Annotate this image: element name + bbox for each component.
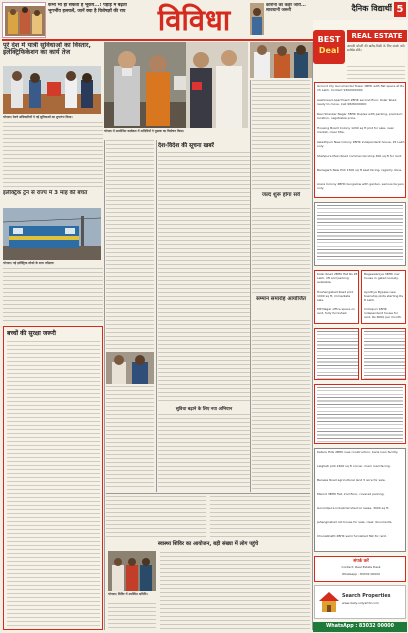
bottom-center-text-c	[160, 552, 310, 630]
bottom-listing-2: Lalghati plot 2400 sq ft corner, main road facing.	[317, 465, 391, 468]
masthead-teaser-box	[2, 2, 46, 38]
center-story-body-2	[158, 414, 250, 490]
col4-head-2: जल्द शुरू होगा सर्वे	[261, 192, 300, 198]
bottom-center-text-a	[106, 496, 206, 538]
paper-name: दैनिक विद्यार्थी	[351, 4, 392, 13]
center-story-subhead: सुविधा बढ़ाने के लिए नया अभियान	[175, 407, 233, 412]
contact-phone-note: Whatsapp : 83032 00000	[341, 573, 381, 576]
lead-body-text	[3, 122, 103, 188]
boxed-story-headline: बच्चों की सुरक्षा जरूरी	[7, 330, 56, 337]
footer-brand: Search Properties	[342, 594, 391, 599]
column-rule-2	[156, 140, 157, 492]
mid-listing-6: Indrapuri 1BHK independent house for rent, Rs 6000 per month.	[364, 308, 402, 319]
bottom-listing-7: Chunabhatti 2BHK semi furnished flat for rent.	[317, 535, 387, 538]
bottom-center-photo	[108, 551, 156, 591]
mid-listing-4: Bagsewaniya 3BHK row house in gated society.	[364, 273, 400, 280]
masthead-teaser-2: कोरोना का कहर जारी... सावधानी जरूरी	[266, 3, 306, 14]
col4-head-3: सम्मान समारोह आयोजित	[256, 296, 306, 302]
center-right-photo	[186, 42, 248, 128]
center-left-small-photo	[106, 352, 154, 384]
col4-text-2	[252, 208, 310, 294]
column-rule-3	[250, 80, 251, 492]
column-rule-4	[312, 42, 313, 630]
masthead-title: विविधा	[157, 3, 231, 37]
train-body-text	[3, 268, 103, 322]
best-deal-badge	[313, 30, 345, 64]
real-estate-intro-lines	[347, 66, 405, 80]
mid-listing-1: Kolar Road 2BHK flat Rs 28 Lakh, lift and parking available.	[317, 273, 358, 284]
col4-text-3	[252, 320, 310, 490]
listing-box-2	[314, 202, 406, 266]
train-photo	[3, 208, 101, 260]
bottom-listing-5: Govindpura industrial shed on lease, 3000 sq ft.	[317, 507, 390, 510]
real-estate-contact	[314, 556, 406, 582]
real-estate-intro: आपकी प्रॉपर्टी की खरीद-बिक्री के लिए संपर्क करें। सर्वश्रेष्ठ सौदे।	[347, 44, 405, 53]
masthead-teaser: कभी भी हो सकता है भूकंप...! पहाड़ में बढ़ता भूगर्भीय हलचलें, जानें क्या है विशेषज्ञों की राय	[48, 3, 127, 14]
mid-listing-5: Ayodhya Bypass new township plots starting Rs 8 Lakh.	[364, 291, 404, 302]
listing-box-4	[314, 448, 406, 552]
best-deal-line2: Deal	[318, 46, 340, 55]
col-photo-right	[250, 42, 312, 78]
listing-4: Housing Board Colony 1200 sq ft plot for sale, near market, clear title.	[317, 127, 394, 134]
center-photo-caption: भोपाल में आयोजित कार्यक्रम में अतिथियों ने पुस्तक का विमोचन किया।	[104, 129, 185, 133]
lead-caption: भोपाल। रेलवे अधिकारियों ने नई सुविधाओं का शुभारंभ किया।	[3, 115, 73, 119]
mid-listing-3: MP Nagar office space on rent, fully furnished.	[317, 308, 356, 315]
bottom-listing-4: Misrod 3BHK flat, 2nd floor, covered parking.	[317, 493, 385, 496]
listing-box-3-text	[317, 387, 403, 443]
bottom-listing-1: Katara Hills 2BHK new construction, bank loan facility.	[317, 451, 399, 454]
real-estate-section	[313, 20, 407, 632]
best-deal-line1: BEST	[317, 35, 341, 44]
bottom-divider	[106, 493, 310, 494]
listing-3: Ravi Shankar Nagar 3BHK Duplex with parking, premium location, negotiable price.	[317, 113, 403, 120]
masthead-mini-photo	[250, 3, 264, 35]
boxed-story	[3, 326, 103, 630]
listing-grid	[314, 270, 406, 380]
listing-grid-cell-d-text	[364, 331, 405, 379]
center-left-column-text-2	[106, 386, 154, 490]
listing-grid-cell-a	[314, 270, 359, 324]
listing-2: Aashirwad Apartment 2BHK second floor, Kolar Road, ready to move. Call 9826000000	[317, 99, 398, 106]
listing-7: Bairagarh New Plot 1500 sq ft east facing, registry done.	[317, 169, 403, 172]
listing-grid-cell-c-text	[317, 331, 358, 379]
center-story-headline: देश-विदेश की सूचना खबरें	[158, 143, 214, 149]
page-number-badge: 5	[394, 2, 406, 17]
real-estate-footer	[314, 585, 406, 619]
listing-box-3	[314, 384, 406, 444]
whatsapp-bar	[313, 622, 407, 632]
bottom-center-text-d	[108, 603, 156, 630]
listing-grid-cell-c	[314, 328, 359, 380]
column-rule-1	[104, 140, 105, 630]
bottom-listing-3: Berasia Road agricultural land 5 acre for sale.	[317, 479, 386, 482]
col4-text-1	[252, 80, 310, 190]
listing-6: Shahpura Main Road commercial shop 400 sq ft for rent.	[317, 155, 402, 158]
bottom-listing-6: Jahangirabad old house for sale, clear documents.	[317, 521, 393, 524]
bottom-photo-caption: भोपाल। शिविर में उपस्थित अतिथि।	[108, 592, 148, 596]
contact-line: Contact: Real Estate Desk	[341, 566, 381, 569]
listing-grid-cell-d	[361, 328, 406, 380]
train-caption: भोपाल। नई इलेक्ट्रिक लोको के साथ परीक्षण।	[3, 261, 55, 265]
bottom-center-headline: स्वास्थ्य शिविर का आयोजन, बड़ी संख्या में लोग पहुंचे	[157, 541, 259, 547]
bottom-center-text-b	[210, 496, 310, 538]
second-headline: इलेक्ट्रिक ट्रेन से राज्य में 3 माह की बचत	[3, 190, 88, 196]
listing-1: Ground Cty Gurumandal Tower 1BHK with flat space at Rs 15 Lakh. Contact 9300000000	[317, 85, 404, 92]
teaser-photo	[5, 6, 45, 36]
listing-grid-cell-b	[361, 270, 406, 324]
lead-headline: पूरे देश में यात्री सुविधाओं का विस्तार, इलेक्ट्रिफिकेशन का कार्य तेज	[3, 42, 91, 57]
center-left-column-text	[106, 140, 154, 350]
footer-url: www.daily-vidyarthi.com	[342, 602, 379, 605]
boxed-story-body	[7, 341, 100, 626]
real-estate-title: REAL ESTATE	[347, 30, 407, 42]
listing-box-1	[314, 82, 406, 198]
mid-listing-2: Hoshangabad Road plot 1000 sq ft, immediate sale.	[317, 291, 353, 302]
house-icon	[318, 590, 340, 614]
listing-5: Awadhpuri New Colony 2BHK independent house, 25 Lakh only.	[317, 141, 405, 148]
lead-photo	[3, 66, 101, 114]
center-story-body	[158, 152, 250, 402]
whatsapp-number: WhatsApp : 83032 00000	[326, 624, 394, 629]
contact-label: संपर्क करें	[353, 559, 369, 564]
listing-box-2-text	[317, 205, 403, 263]
listing-8: Arera Colony 4BHK bungalow with garden, serious buyers only.	[317, 183, 404, 190]
